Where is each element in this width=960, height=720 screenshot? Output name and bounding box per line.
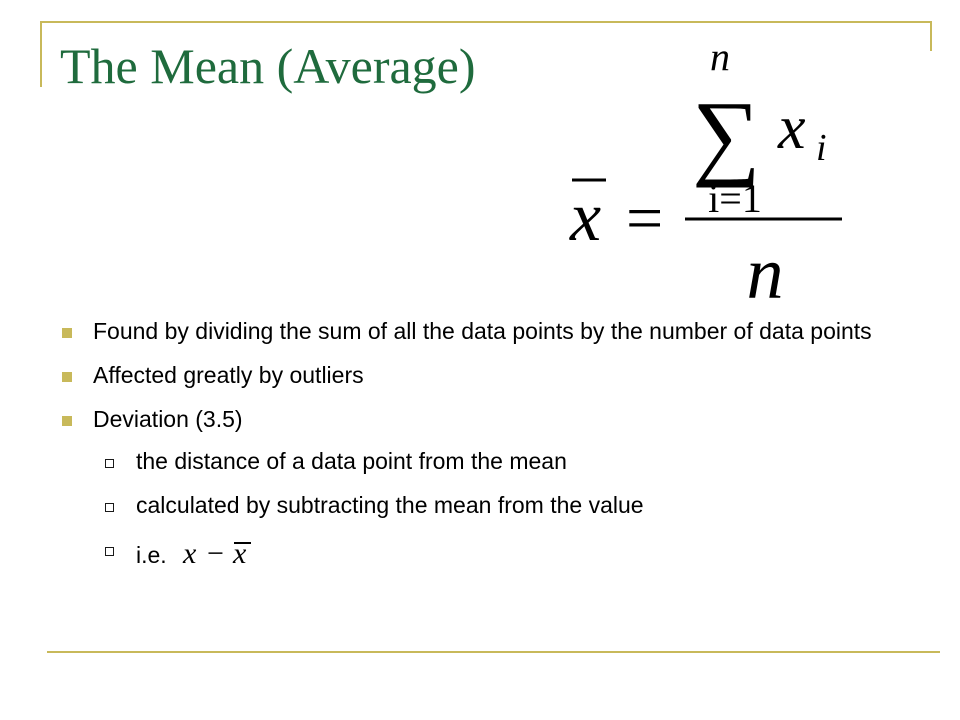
mean-formula	[560, 30, 860, 320]
formula-equals: =	[626, 182, 664, 255]
deviation-expression	[181, 533, 261, 573]
bullet-text: Found by dividing the sum of all the data points by the number of data points	[93, 318, 872, 344]
sub-bullet-text: the distance of a data point from the mean	[136, 448, 567, 474]
sub-bullet-item	[93, 489, 880, 522]
bottom-rule	[47, 651, 940, 653]
formula-summand-sub: i	[816, 127, 827, 169]
right-rule	[930, 21, 932, 51]
bullet-item	[60, 315, 880, 348]
formula-lhs: x	[570, 179, 602, 256]
bullet-item	[60, 359, 880, 392]
bullet-text: Deviation (3.5)	[93, 406, 243, 432]
sigma-symbol: ∑	[692, 81, 761, 188]
bullet-item	[60, 403, 880, 573]
bullet-text: Affected greatly by outliers	[93, 362, 364, 388]
left-rule	[40, 21, 42, 87]
sub-bullet-text: i.e.	[136, 542, 167, 568]
deviation-mean: x	[233, 537, 247, 570]
formula-upper-limit: n	[710, 34, 730, 79]
top-rule	[40, 21, 932, 23]
sub-bullet-item	[93, 445, 880, 478]
sub-bullet-item	[93, 533, 880, 573]
slide-title: The Mean (Average)	[60, 38, 476, 94]
formula-lower-limit: i=1	[708, 176, 762, 221]
sub-bullet-text: calculated by subtracting the mean from the value	[136, 492, 644, 518]
deviation-x: x	[183, 537, 197, 570]
deviation-minus: −	[207, 537, 224, 570]
formula-denominator: n	[746, 233, 784, 315]
bullet-list	[60, 315, 880, 584]
formula-summand-var: x	[778, 94, 806, 162]
sub-bullet-list	[93, 445, 880, 573]
